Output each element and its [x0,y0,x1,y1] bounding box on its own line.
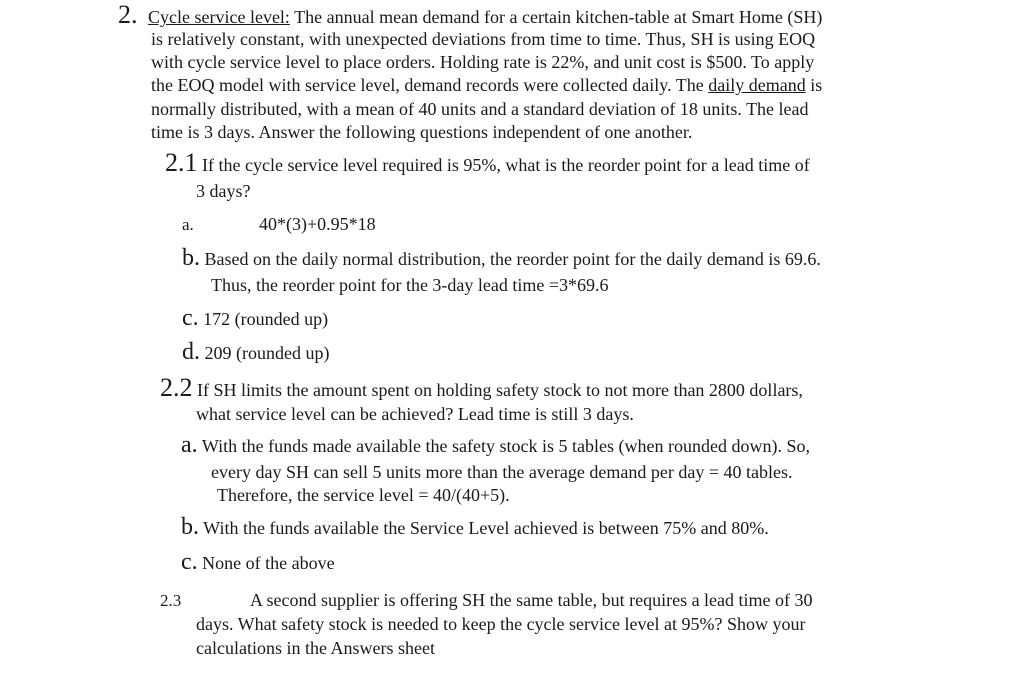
q21-option-a [182,213,376,236]
q21-option-c [182,307,328,330]
question-2-2-text: If SH limits the amount spent on holding safety stock to not more than 2800 dollars, [192,380,803,400]
q21-option-d-text: 209 (rounded up) [200,343,330,363]
question-2-line-2: is relatively constant, with unexpected deviations from time to time. Thus, SH is using EOQ [151,29,816,49]
question-2-2-number: 2.2 [160,373,193,402]
q22-option-b [181,516,769,539]
question-2-line-6: time is 3 days. Answer the following questions independent of one another. [151,122,693,142]
question-2-text: The annual mean demand for a certain kitchen-table at Smart Home (SH) [289,7,823,27]
q21-option-b-text-1: Based on the daily normal distribution, the reorder point for the daily demand is 69.6. [200,249,821,269]
q21-option-d [182,341,329,364]
q22-option-a-line-3: Therefore, the service level = 40/(40+5). [217,485,510,505]
question-2-line-4-a: the EOQ model with service level, demand records were collected daily. The [151,75,709,95]
q21-option-a-label: a. [182,215,194,234]
question-2-1-line-2: 3 days? [196,181,251,201]
q21-option-b-line-1 [182,247,821,270]
question-2-1-text: If the cycle service level required is 95%, what is the reorder point for a lead time of [197,155,810,175]
question-2-3-line-2: days. What safety stock is needed to keep the cycle service level at 95%? Show your [196,614,806,634]
question-2-number: 2. [118,0,138,29]
question-2-line-4-b: is [805,75,823,95]
q21-option-d-label: d. [182,339,200,365]
q22-option-c-text: None of the above [197,553,335,573]
q22-option-b-label: b. [181,514,199,540]
question-2-1-number: 2.1 [165,148,198,177]
q22-option-c [181,551,335,574]
q21-option-a-text: 40*(3)+0.95*18 [259,214,376,234]
q22-option-a-label: a. [181,432,198,458]
question-2-title: Cycle service level: [148,7,290,27]
q21-option-b-label: b. [182,245,200,271]
daily-demand-underlined: daily demand [708,75,806,95]
question-2-line-3: with cycle service level to place orders. Holding rate is 22%, and unit cost is $500. To apply [151,52,815,72]
question-2-3-line-3: calculations in the Answers sheet [196,638,435,658]
question-2-line-4 [151,74,822,96]
q21-option-c-label: c. [182,305,199,331]
question-2-line-5: normally distributed, with a mean of 40 units and a standard deviation of 18 units. The lead [151,99,809,119]
q21-option-b-line-2: Thus, the reorder point for the 3-day lead time =3*69.6 [211,275,609,295]
q22-option-a-text-1: With the funds made available the safety stock is 5 tables (when rounded down). So, [197,436,810,456]
q22-option-a-line-2: every day SH can sell 5 units more than the average demand per day = 40 tables. [211,462,793,482]
question-2-3-line-1 [160,589,813,612]
question-2-3-number: 2.3 [160,591,182,610]
question-2-3-text-1: A second supplier is offering SH the same table, but requires a lead time of 30 [250,590,813,610]
question-2-1-line-1 [165,148,810,177]
q22-option-c-label: c. [181,549,198,575]
q21-option-c-text: 172 (rounded up) [198,309,329,329]
question-2-2-line-2: what service level can be achieved? Lead time is still 3 days. [196,404,634,424]
question-2-2-line-1 [160,373,803,402]
q22-option-a-line-1 [181,434,810,457]
question-2-line-1 [118,0,823,29]
q22-option-b-text: With the funds available the Service Level achieved is between 75% and 80%. [199,518,769,538]
